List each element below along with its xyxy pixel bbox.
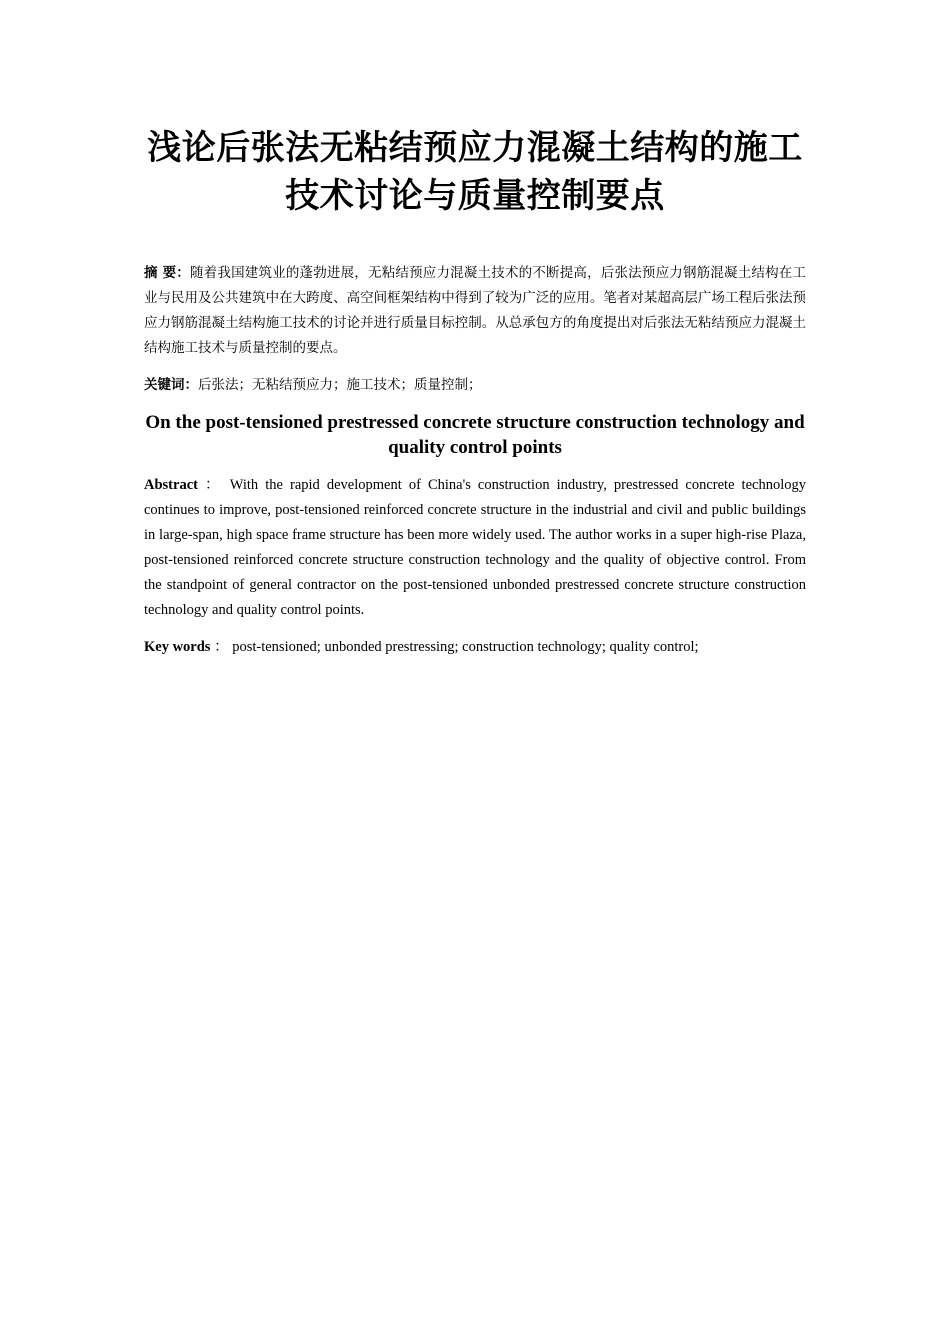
english-abstract-separator: ： bbox=[197, 477, 230, 493]
chinese-keywords-text: 后张法；无粘结预应力；施工技术；质量控制； bbox=[198, 377, 482, 393]
english-keywords-label: Key words bbox=[144, 639, 211, 655]
english-keywords-text: post-tensioned; unbonded prestressing; construction technology; quality control; bbox=[232, 639, 699, 655]
chinese-keywords bbox=[144, 373, 806, 398]
english-keywords-separator: ： bbox=[210, 639, 233, 655]
chinese-abstract-label: 摘 要： bbox=[144, 265, 190, 281]
english-abstract bbox=[144, 473, 806, 623]
chinese-abstract-text: 随着我国建筑业的蓬勃进展，无粘结预应力混凝土技术的不断提高，后张法预应力钢筋混凝土结构在工业与民用及公共建筑中在大跨度、高空间框架结构中得到了较为广泛的应用。笔者对某超高层广场工程后张法预应力钢筋混凝土结构施工技术的讨论并进行质量目标控制。从总承包方的角度提出对后张法无粘结预应力混凝土结构施工技术与质量控制的要点。 bbox=[144, 265, 807, 356]
chinese-title: 浅论后张法无粘结预应力混凝土结构的施工技术讨论与质量控制要点 bbox=[147, 128, 803, 216]
chinese-keywords-label: 关键词： bbox=[144, 377, 198, 393]
chinese-abstract bbox=[144, 261, 806, 361]
english-title: On the post-tensioned prestressed concrete structure construction technology and quality control points bbox=[145, 412, 805, 458]
english-keywords bbox=[144, 635, 806, 660]
english-abstract-label: Abstract bbox=[144, 477, 198, 493]
english-abstract-text: With the rapid development of China's construction industry, prestressed concrete technology continues to improve, post-tensioned reinforced concrete structure in the industrial and civil and public buildings in large-span, high space frame structure has been more widely used. The author works in a super high-rise Plaza, post-tensioned reinforced concrete structure construction technology and the quality of objective control. From the standpoint of general contractor on the post-tensioned unbonded prestressed concrete structure construction technology and quality control points. bbox=[144, 477, 806, 618]
